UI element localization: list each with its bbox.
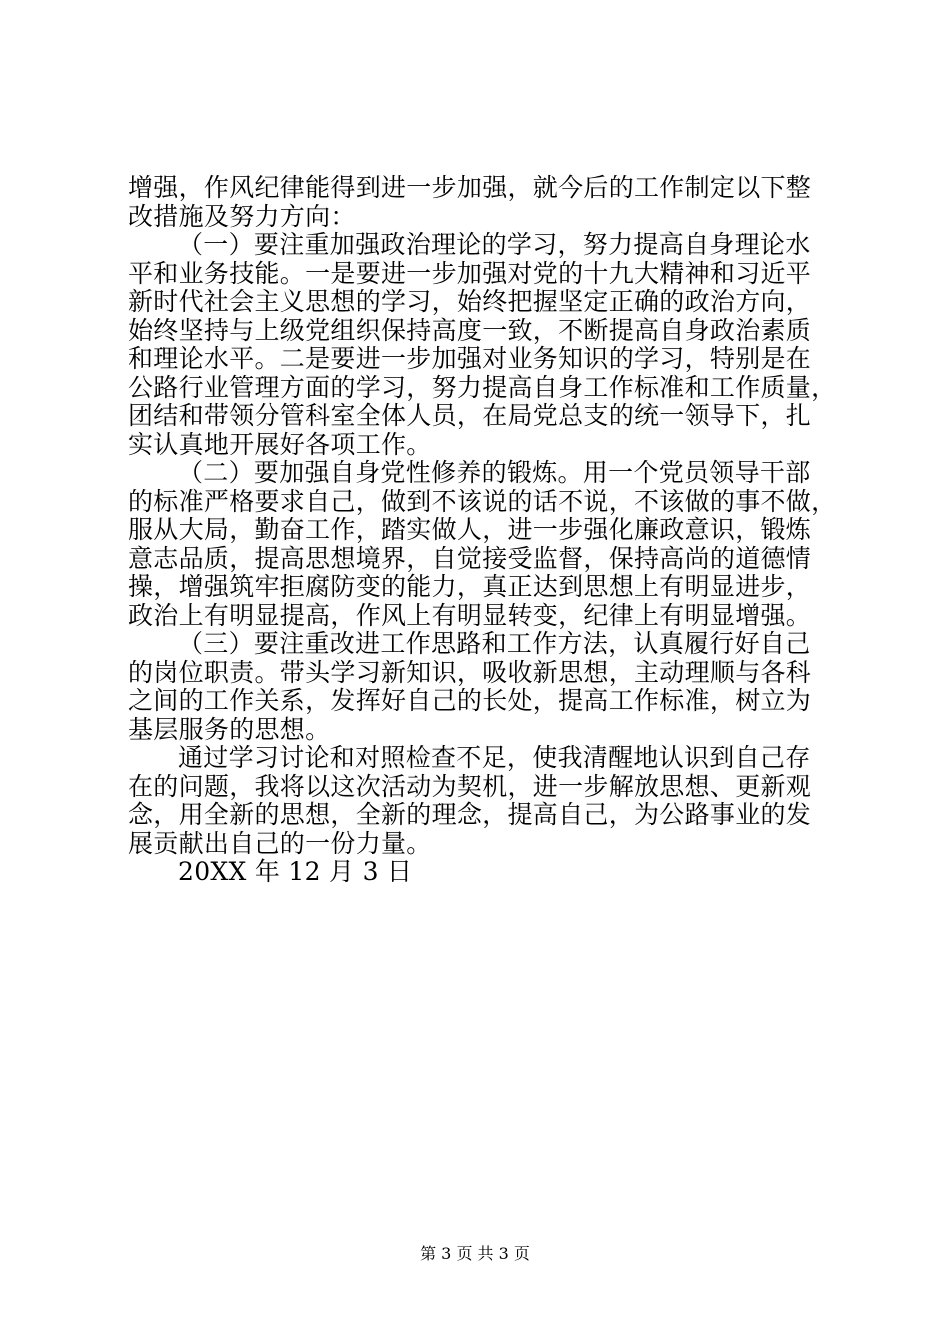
text-line: 的岗位职责。带头学习新知识，吸收新思想，主动理顺与各科 [128,657,812,687]
text-line: 公路行业管理方面的学习，努力提高自身工作标准和工作质量， [128,372,837,402]
text-line: 基层服务的思想。 [128,714,331,744]
text-line: （三）要注重改进工作思路和工作方法，认真履行好自己 [178,629,811,658]
text-line: 操，增强筑牢拒腐防变的能力，真正达到思想上有明显进步， [128,572,812,601]
text-line: 服从大局，勤奋工作，踏实做人，进一步强化廉政意识，锻炼 [128,515,812,544]
text-line: （二）要加强自身党性修养的锻炼。用一个党员领导干部 [178,458,811,487]
text-line: 改措施及努力方向： [128,201,356,231]
page-footer: 第 3 页 共 3 页 [420,1244,530,1263]
text-line: 始终坚持与上级党组织保持高度一致，不断提高自身政治素质 [128,315,812,345]
text-line: 展贡献出自己的一份力量。 [128,828,432,858]
text-line: 念，用全新的思想，全新的理念，提高自己，为公路事业的发 [128,800,812,829]
text-line: 通过学习讨论和对照检查不足，使我清醒地认识到自己存 [178,743,811,772]
text-line: 之间的工作关系，发挥好自己的长处，提高工作标准，树立为 [128,686,812,715]
text-line: 政治上有明显提高，作风上有明显转变，纪律上有明显增强。 [128,600,812,630]
text-line: 和理论水平。二是要进一步加强对业务知识的学习，特别是在 [128,344,812,373]
document-body [128,173,837,887]
text-line: 新时代社会主义思想的学习，始终把握坚定正确的政治方向， [128,287,812,316]
text-line: 在的问题，我将以这次活动为契机，进一步解放思想、更新观 [128,771,812,801]
text-line: 平和业务技能。一是要进一步加强对党的十九大精神和习近平 [128,258,812,288]
text-line: 团结和带领分管科室全体人员，在局党总支的统一领导下，扎 [128,401,812,430]
text-line: 意志品质，提高思想境界，自觉接受监督，保持高尚的道德情 [128,543,812,573]
text-line: 增强，作风纪律能得到进一步加强，就今后的工作制定以下整 [128,173,812,202]
text-line: （一）要注重加强政治理论的学习，努力提高自身理论水 [178,230,811,259]
text-line: 20XX 年 12 月 3 日 [178,857,413,886]
text-line: 的标准严格要求自己，做到不该说的话不说，不该做的事不做， [128,486,837,516]
text-line: 实认真地开展好各项工作。 [128,429,432,459]
